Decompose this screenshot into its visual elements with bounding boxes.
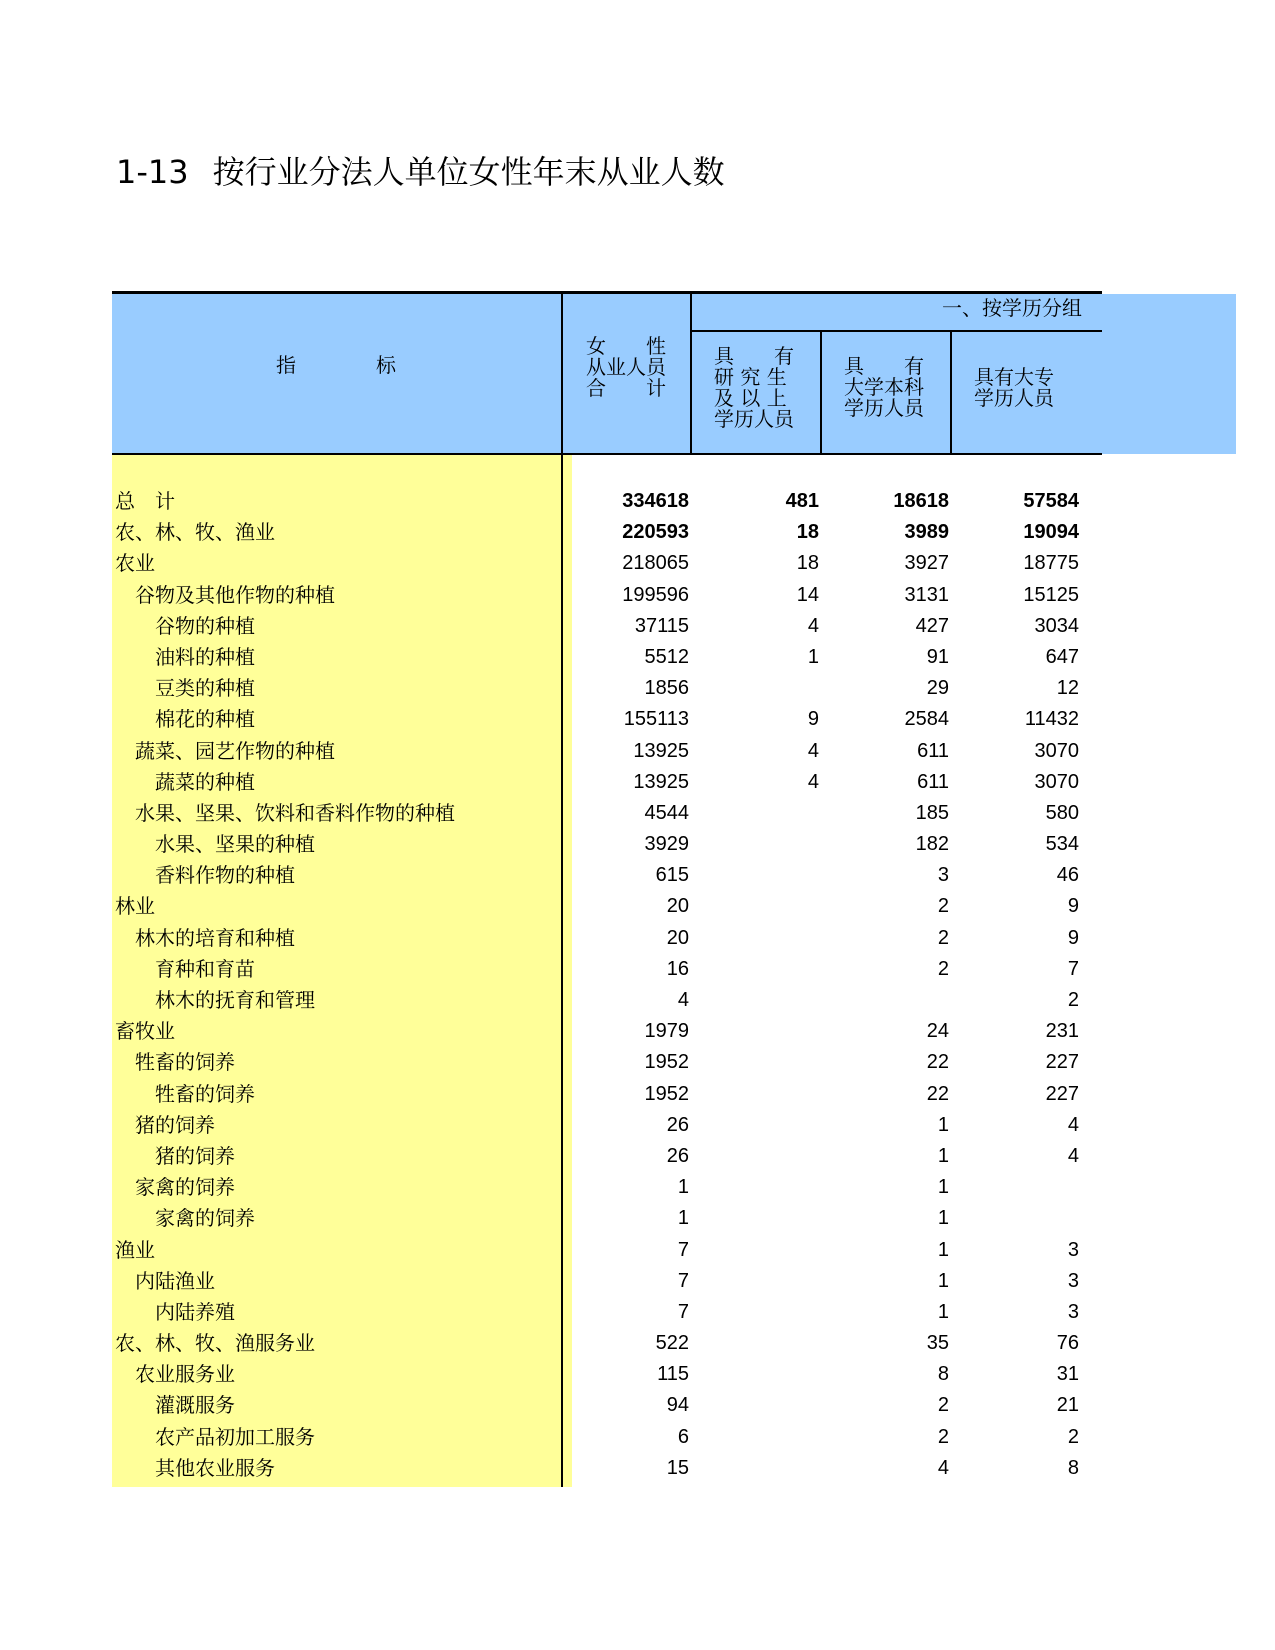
row-value: 1 xyxy=(937,1113,949,1136)
row-label: 蔬菜、园艺作物的种植 xyxy=(135,738,335,763)
row-label: 农产品初加工服务 xyxy=(155,1424,315,1449)
row-value: 46 xyxy=(1056,864,1079,887)
row-label: 农、林、牧、渔业 xyxy=(115,520,275,545)
row-label: 香料作物的种植 xyxy=(155,863,295,888)
row-value: 182 xyxy=(915,833,949,856)
table-row xyxy=(112,1422,1102,1453)
row-value: 1 xyxy=(937,1207,949,1230)
row-value: 2 xyxy=(937,926,949,949)
row-value: 534 xyxy=(1045,833,1079,856)
row-value: 2 xyxy=(937,1425,949,1448)
table-number: 1-13 xyxy=(116,153,189,191)
row-value: 21 xyxy=(1056,1394,1079,1417)
table-row xyxy=(112,1297,1102,1328)
row-label: 林业 xyxy=(115,894,155,919)
row-value: 3 xyxy=(1067,1269,1079,1292)
row-value: 9 xyxy=(807,708,819,731)
page-title xyxy=(116,152,725,192)
row-value: 1 xyxy=(937,1238,949,1261)
row-value: 647 xyxy=(1045,645,1079,668)
table-row xyxy=(112,611,1102,642)
table-row xyxy=(112,891,1102,922)
row-value: 14 xyxy=(796,583,819,606)
table-row xyxy=(112,704,1102,735)
row-value: 22 xyxy=(926,1051,949,1074)
table-title: 按行业分法人单位女性年末从业人数 xyxy=(212,153,725,191)
row-value: 18 xyxy=(796,521,819,544)
table-row xyxy=(112,1328,1102,1359)
row-value: 15 xyxy=(666,1456,689,1479)
row-label: 其他农业服务 xyxy=(155,1455,275,1480)
row-value: 2 xyxy=(937,1394,949,1417)
row-value: 615 xyxy=(655,864,689,887)
row-value: 522 xyxy=(655,1332,689,1355)
row-value: 12 xyxy=(1056,677,1079,700)
row-value: 9 xyxy=(1067,895,1079,918)
table-row xyxy=(112,673,1102,704)
row-label: 林木的抚育和管理 xyxy=(155,988,315,1012)
group-header-rule xyxy=(690,330,1102,332)
row-value: 11432 xyxy=(1024,708,1079,731)
table-row xyxy=(112,1453,1102,1484)
row-label: 渔业 xyxy=(115,1237,155,1262)
row-value: 115 xyxy=(657,1363,689,1386)
subcol-header-undergrad: 具 有 大学本科 学历人员 xyxy=(844,354,924,420)
row-value: 227 xyxy=(1045,1051,1079,1074)
row-value: 2 xyxy=(1067,1425,1079,1448)
row-label: 内陆养殖 xyxy=(155,1299,235,1324)
row-value: 20 xyxy=(666,895,689,918)
row-label: 家禽的饲养 xyxy=(155,1206,255,1231)
table-row xyxy=(112,1047,1102,1078)
row-value: 220593 xyxy=(622,521,689,544)
row-value: 1856 xyxy=(644,677,689,700)
group-header-label: 一、按学历分组 xyxy=(942,298,1082,320)
row-value: 4 xyxy=(807,770,819,793)
column-divider xyxy=(820,332,822,454)
table-row xyxy=(112,1203,1102,1234)
row-value: 7 xyxy=(1067,957,1079,980)
row-value: 4 xyxy=(807,614,819,637)
row-value: 580 xyxy=(1045,801,1079,824)
row-value: 3131 xyxy=(904,583,949,606)
column-divider xyxy=(690,294,692,454)
row-value: 1 xyxy=(677,1176,689,1199)
subcol-header-postgrad: 具 有 研 究 生 及 以 上 学历人员 xyxy=(714,344,794,431)
row-value: 227 xyxy=(1045,1082,1079,1105)
table-row xyxy=(112,580,1102,611)
row-value: 76 xyxy=(1056,1332,1079,1355)
row-value: 1952 xyxy=(644,1051,689,1074)
row-value: 13925 xyxy=(633,770,689,793)
row-value: 1 xyxy=(807,645,819,668)
table-row xyxy=(112,1172,1102,1203)
row-label: 水果、坚果、饮料和香料作物的种植 xyxy=(135,800,455,825)
table-row xyxy=(112,1110,1102,1141)
row-value: 9 xyxy=(1067,926,1079,949)
row-value: 7 xyxy=(677,1269,689,1292)
row-label: 家禽的饲养 xyxy=(135,1175,235,1200)
row-value: 3 xyxy=(1067,1238,1079,1261)
row-value: 6 xyxy=(677,1425,689,1448)
row-label: 猪的饲养 xyxy=(155,1143,235,1168)
row-label: 猪的饲养 xyxy=(135,1112,215,1137)
row-value: 1 xyxy=(937,1176,949,1199)
row-value: 1979 xyxy=(644,1020,689,1043)
row-label: 农业 xyxy=(115,551,155,576)
table-row xyxy=(112,767,1102,798)
row-value: 155113 xyxy=(623,708,689,731)
subcol-header-college: 具有大专 学历人员 xyxy=(974,365,1054,410)
row-value: 2 xyxy=(937,957,949,980)
row-value: 15125 xyxy=(1023,583,1079,606)
table-row xyxy=(112,829,1102,860)
row-value: 3070 xyxy=(1034,739,1079,762)
row-value: 94 xyxy=(666,1394,689,1417)
row-value: 35 xyxy=(926,1332,949,1355)
row-value: 3034 xyxy=(1034,614,1079,637)
total-header-line: 从业人员 xyxy=(586,355,666,379)
row-value: 18775 xyxy=(1023,552,1079,575)
row-value: 185 xyxy=(915,801,949,824)
row-value: 2 xyxy=(937,895,949,918)
row-value: 16 xyxy=(666,957,689,980)
row-value: 4 xyxy=(1067,1113,1079,1136)
row-value: 5512 xyxy=(644,645,689,668)
row-value: 13925 xyxy=(633,739,689,762)
row-value: 4 xyxy=(937,1456,949,1479)
table-row xyxy=(112,1141,1102,1172)
row-label: 牲畜的饲养 xyxy=(155,1081,255,1106)
row-label: 水果、坚果的种植 xyxy=(155,832,315,857)
row-label: 畜牧业 xyxy=(115,1019,175,1044)
row-value: 611 xyxy=(917,770,949,793)
row-value: 29 xyxy=(926,677,949,700)
row-value: 7 xyxy=(677,1300,689,1323)
table-row xyxy=(112,486,1102,517)
row-value: 3 xyxy=(937,864,949,887)
row-value: 19094 xyxy=(1023,521,1079,544)
column-divider xyxy=(950,332,952,454)
total-header xyxy=(586,336,666,399)
row-value: 4 xyxy=(1067,1144,1079,1167)
row-value: 427 xyxy=(915,614,949,637)
table-row xyxy=(112,1079,1102,1110)
row-value: 24 xyxy=(926,1020,949,1043)
row-label: 谷物的种植 xyxy=(155,613,255,638)
row-value: 1 xyxy=(677,1207,689,1230)
table-row xyxy=(112,1266,1102,1297)
row-label: 内陆渔业 xyxy=(135,1268,215,1293)
total-header-line: 合 计 xyxy=(586,376,666,400)
row-value: 2584 xyxy=(904,708,949,731)
row-label: 油料的种植 xyxy=(155,644,255,669)
group-header xyxy=(942,298,1102,322)
table-row xyxy=(112,954,1102,985)
row-value: 8 xyxy=(1067,1456,1079,1479)
row-value: 4544 xyxy=(644,801,689,824)
row-value: 20 xyxy=(666,926,689,949)
row-label: 农、林、牧、渔服务业 xyxy=(115,1331,315,1356)
row-label: 总 计 xyxy=(115,489,175,513)
row-value: 7 xyxy=(677,1238,689,1261)
row-value: 218065 xyxy=(622,552,689,575)
table-row xyxy=(112,798,1102,829)
row-value: 611 xyxy=(917,739,949,762)
row-value: 18 xyxy=(796,552,819,575)
row-value: 3989 xyxy=(904,521,949,544)
row-label: 蔬菜的种植 xyxy=(155,769,255,794)
row-value: 334618 xyxy=(622,490,689,512)
table-row xyxy=(112,1359,1102,1390)
row-value: 2 xyxy=(1067,989,1079,1011)
indicator-header: 指 标 xyxy=(276,353,396,377)
row-value: 91 xyxy=(926,645,949,668)
table-row xyxy=(112,736,1102,767)
row-label: 育种和育苗 xyxy=(155,956,255,981)
row-value: 481 xyxy=(785,490,819,512)
table-row xyxy=(112,548,1102,579)
total-header-line: 女 性 xyxy=(586,334,666,358)
row-value: 18618 xyxy=(893,490,949,512)
row-value: 4 xyxy=(677,989,689,1011)
row-value: 37115 xyxy=(634,614,689,637)
row-value: 1952 xyxy=(644,1082,689,1105)
row-label: 林木的培育和种植 xyxy=(135,925,295,950)
row-label: 灌溉服务 xyxy=(155,1393,235,1418)
row-label: 农业服务业 xyxy=(135,1362,235,1387)
row-value: 26 xyxy=(666,1144,689,1167)
table-body xyxy=(112,486,1102,1484)
row-value: 3 xyxy=(1067,1300,1079,1323)
row-label: 谷物及其他作物的种植 xyxy=(135,582,335,607)
table-row xyxy=(112,1016,1102,1047)
row-value: 22 xyxy=(926,1082,949,1105)
row-value: 31 xyxy=(1056,1363,1079,1386)
row-label: 棉花的种植 xyxy=(155,707,255,732)
table-row xyxy=(112,1390,1102,1421)
row-value: 1 xyxy=(937,1269,949,1292)
table-row xyxy=(112,985,1102,1016)
row-label: 牲畜的饲养 xyxy=(135,1050,235,1075)
row-value: 1 xyxy=(937,1144,949,1167)
table-row xyxy=(112,860,1102,891)
table-row xyxy=(112,923,1102,954)
row-value: 199596 xyxy=(622,583,689,606)
table-row xyxy=(112,642,1102,673)
row-value: 231 xyxy=(1045,1020,1079,1043)
row-value: 3927 xyxy=(904,552,949,575)
row-value: 8 xyxy=(937,1363,949,1386)
table-row xyxy=(112,517,1102,548)
row-value: 57584 xyxy=(1023,490,1079,512)
row-value: 26 xyxy=(666,1113,689,1136)
row-value: 4 xyxy=(807,739,819,762)
row-value: 3929 xyxy=(644,833,689,856)
row-value: 1 xyxy=(937,1300,949,1323)
row-label: 豆类的种植 xyxy=(155,676,255,701)
table-row xyxy=(112,1235,1102,1266)
row-value: 3070 xyxy=(1034,770,1079,793)
